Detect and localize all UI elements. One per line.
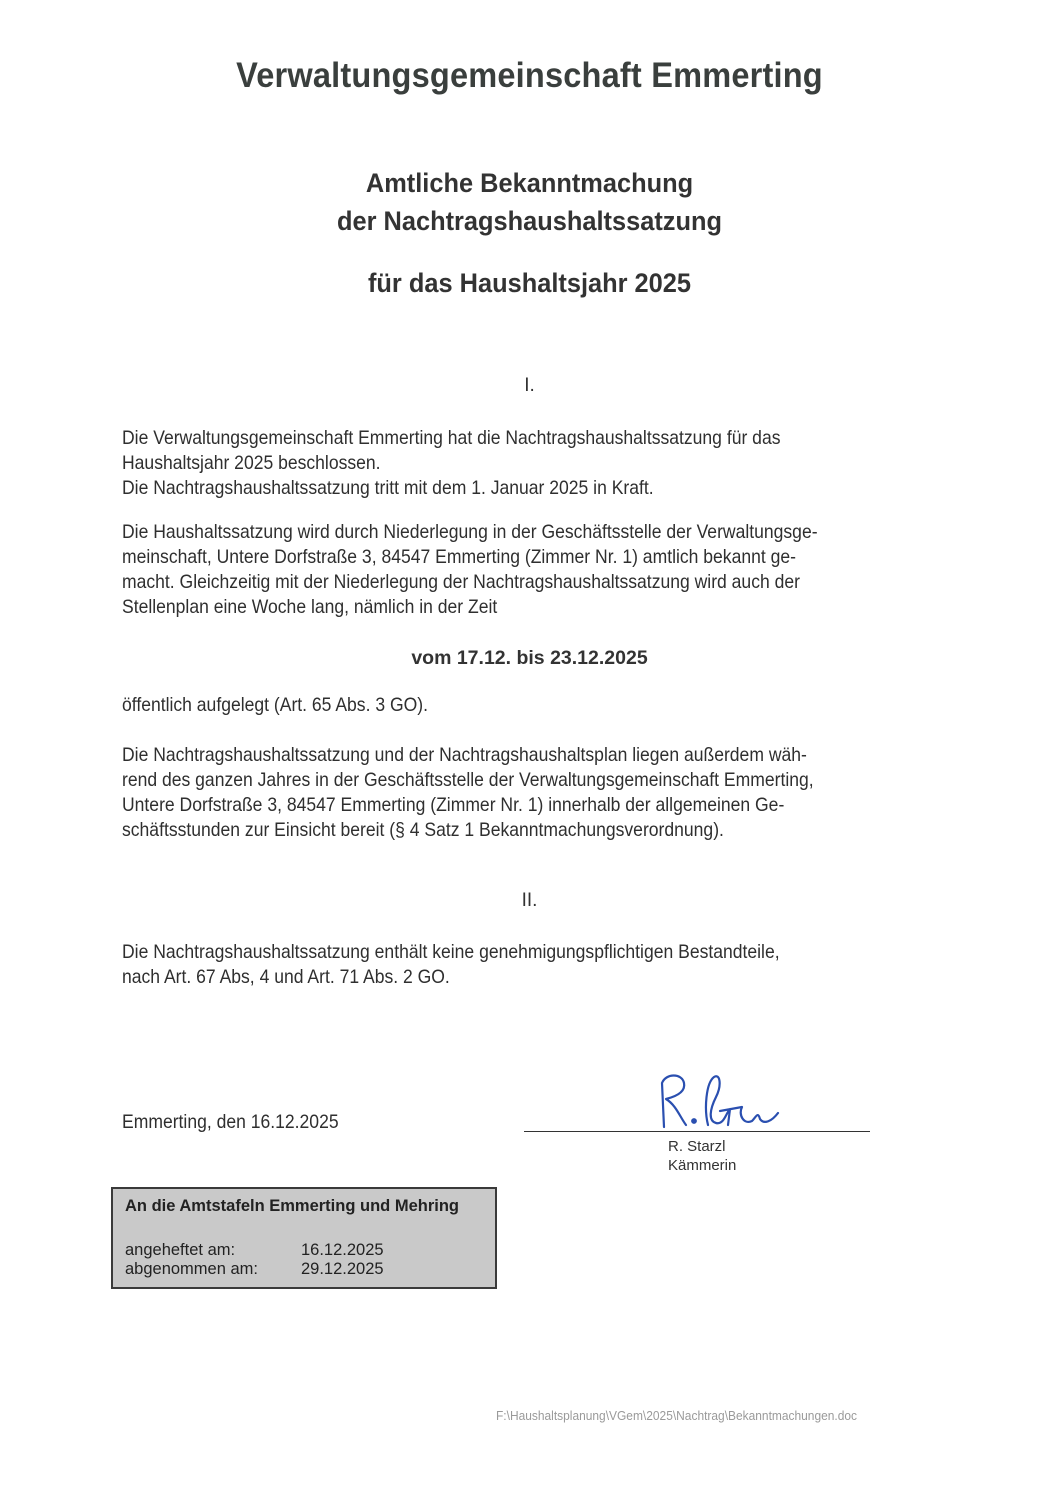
text-line: rend des ganzen Jahres in der Geschäftsstelle der Verwaltungsgemeinschaft Emmerting, bbox=[122, 769, 814, 791]
text-line: macht. Gleichzeitig mit der Niederlegung der Nachtragshaushaltssatzung wird auch der bbox=[122, 571, 800, 593]
notice-row-posted bbox=[125, 1241, 384, 1260]
notice-label: angeheftet am: bbox=[125, 1241, 236, 1259]
paragraph-public-display bbox=[122, 693, 896, 718]
text-line: Die Nachtragshaushaltssatzung und der Nachtragshaushaltsplan liegen außerdem wäh- bbox=[122, 744, 807, 766]
text-line: Die Nachtragshaushaltssatzung tritt mit dem 1. Januar 2025 in Kraft. bbox=[122, 477, 654, 499]
signatory-role: Kämmerin bbox=[668, 1157, 737, 1174]
signatory-name: R. Starzl bbox=[668, 1138, 726, 1155]
place-date-text: Emmerting, den 16.12.2025 bbox=[122, 1111, 339, 1133]
notice-label: abgenommen am: bbox=[125, 1260, 258, 1278]
signatory bbox=[668, 1137, 736, 1175]
handwritten-signature bbox=[656, 1069, 786, 1131]
notice-box-title: An die Amtstafeln Emmerting und Mehring bbox=[125, 1197, 459, 1215]
document-title-line3: für das Haushaltsjahr 2025 bbox=[367, 268, 692, 298]
notice-row-removed bbox=[125, 1260, 384, 1279]
document-title-line2: der Nachtragshaushaltssatzung bbox=[336, 206, 723, 236]
notice-board-box bbox=[111, 1187, 497, 1289]
text-line: nach Art. 67 Abs, 4 und Art. 71 Abs. 2 GO. bbox=[122, 966, 450, 988]
paragraph-inspection bbox=[122, 743, 896, 843]
text-line: Haushaltsjahr 2025 beschlossen. bbox=[122, 452, 381, 474]
text-line: meinschaft, Untere Dorfstraße 3, 84547 Emmerting (Zimmer Nr. 1) amtlich bekannt ge- bbox=[122, 546, 796, 568]
signature-line bbox=[524, 1131, 870, 1132]
text-line: Stellenplan eine Woche lang, nämlich in der Zeit bbox=[122, 596, 498, 618]
section-numeral-1: I. bbox=[524, 375, 535, 396]
notice-value: 29.12.2025 bbox=[301, 1260, 384, 1278]
document-title-line1: Amtliche Bekanntmachung bbox=[365, 168, 694, 198]
paragraph-decision bbox=[122, 426, 896, 501]
notice-value: 16.12.2025 bbox=[301, 1241, 384, 1259]
file-path-footer: F:\Haushaltsplanung\VGem\2025\Nachtrag\Bekanntmachungen.doc bbox=[496, 1408, 858, 1423]
text-line: Untere Dorfstraße 3, 84547 Emmerting (Zimmer Nr. 1) innerhalb der allgemeinen Ge- bbox=[122, 794, 785, 816]
paragraph-publication bbox=[122, 520, 896, 620]
organization-title: Verwaltungsgemeinschaft Emmerting bbox=[236, 56, 823, 95]
paragraph-approval bbox=[122, 940, 896, 990]
text-line: Die Haushaltssatzung wird durch Niederlegung in der Geschäftsstelle der Verwaltungsge- bbox=[122, 521, 818, 543]
text-line: schäftsstunden zur Einsicht bereit (§ 4 Satz 1 Bekanntmachungsverordnung). bbox=[122, 819, 724, 841]
text-line: öffentlich aufgelegt (Art. 65 Abs. 3 GO). bbox=[122, 694, 428, 716]
text-line: Die Nachtragshaushaltssatzung enthält keine genehmigungspflichtigen Bestandteile, bbox=[122, 941, 780, 963]
text-line: Die Verwaltungsgemeinschaft Emmerting hat die Nachtragshaushaltssatzung für das bbox=[122, 427, 781, 449]
section-numeral-2: II. bbox=[521, 890, 538, 911]
display-period: vom 17.12. bis 23.12.2025 bbox=[411, 647, 648, 669]
